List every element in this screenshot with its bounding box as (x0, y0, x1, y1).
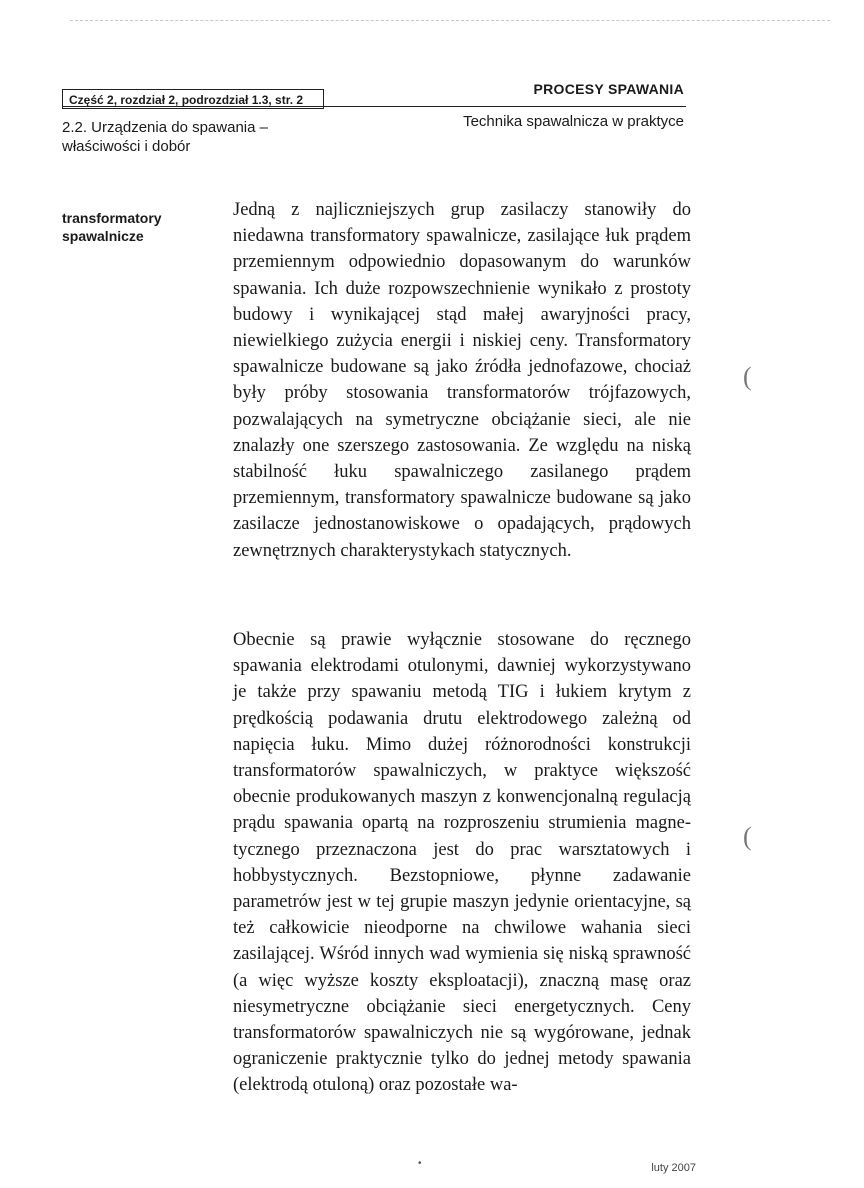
margin-keyword (62, 209, 212, 245)
margin-keyword-line-2: spawalnicze (62, 228, 144, 244)
header-divider (62, 106, 686, 107)
body-paragraph-1: Jedną z najliczniejszych grup zasilaczy stanowiły do niedawna transformatory spawalnicze, zasilające łuk prądem przemiennym odpowiednio dopasowanym do warunków spawania. Ich duże rozpowszechnienie wynikało z prostoty budowy i wynikającej stąd małej awaryjności pracy, niewielkiego zużycia energii i niskiej ceny. Transformatory spawalnicze budowane są jako źródła jednofazowe, chociaż były próby stosowania transformatorów trójfazowych, pozwalających na symetryczne obciążanie sieci, ale nie znalazły one szerszego zastosowania. Ze względu na niską stabilność łuku spawalniczego zasilanego prądem przemiennym, transformatory spawalnicze budowane są jako zasilacze jednostanowiskowe o opadających, prądowych zewnętrznych charakterystykach statycznych. (233, 200, 691, 561)
section-heading (62, 118, 382, 156)
section-reference-box: Część 2, rozdział 2, podrozdział 1.3, str. 2 (62, 89, 324, 109)
section-heading-line-2: właściwości i dobór (62, 138, 191, 155)
book-title: Technika spawalnicza w praktyce (463, 113, 684, 130)
scan-dot: • (418, 1158, 422, 1169)
scan-artifact-line (70, 20, 830, 21)
page-title: PROCESY SPAWANIA (533, 81, 684, 97)
punch-hole-mark: ( (743, 822, 752, 851)
section-heading-line-1: 2.2. Urządzenia do spawania – (62, 119, 268, 136)
margin-keyword-line-1: transformatory (62, 210, 162, 226)
body-paragraph-2: Obecnie są prawie wyłącznie stosowane do ręcznego spawania elektrodami otulonymi, dawniej wykorzystywano je także przy spawaniu metodą TIG i łukiem krytym z prędkością podawania drutu elektrodowego zależną od napięcia łuku. Mimo dużej różnorodności konstrukcji transformatorów spawalniczych, w praktyce większość obecnie produkowanych maszyn z konwencjonalną regulacją prądu spawania opartą na rozproszeniu strumienia magnetycznego przeznaczona jest do prac warsztatowych i hobbystycznych. Bezstopniowe, płynne zadawanie parametrów jest w tej grupie maszyn jedynie orientacyjne, są też całkowicie nieodporne na chwilowe wahania sieci zasilającej. Wśród innych wad wymienia się niską sprawność (a więc wyższe koszty eksploatacji), znaczną masę oraz niesymetryczne obciążanie sieci energetycznych. Ceny transformatorów spawalniczych nie są wygórowane, jednak ograniczenie praktycznie tylko do jednej metody spawania (elektrodą otuloną) oraz pozostałe wa- (233, 630, 691, 1096)
footer-date: luty 2007 (651, 1162, 696, 1174)
punch-hole-mark: ( (743, 362, 752, 391)
